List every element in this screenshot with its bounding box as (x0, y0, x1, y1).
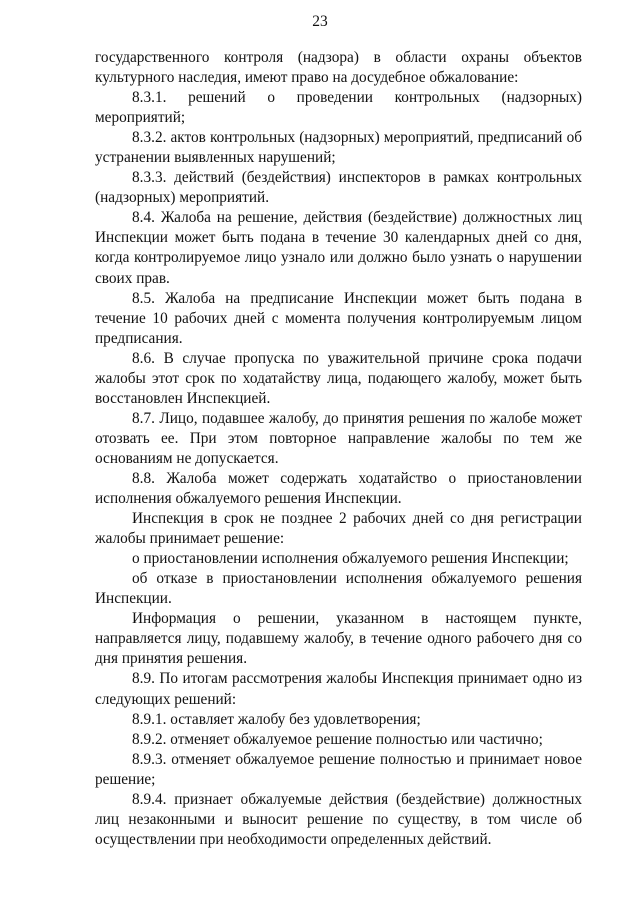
paragraph-8-9-4: 8.9.4. признает обжалуемые действия (бездействие) должностных лиц незаконными и выносит решение по существу, в том числе об осуществлении при необходимости определенных действий. (95, 790, 582, 848)
paragraph-suspension-refusal: об отказе в приостановлении исполнения обжалуемого решения Инспекции. (95, 570, 582, 608)
paragraph-suspension: о приостановлении исполнения обжалуемого решения Инспекции; (132, 550, 569, 568)
paragraph-8-7: 8.7. Лицо, подавшее жалобу, до принятия решения по жалобе может отозвать ее. При этом повторное направление жалобы по тем же основаниям не допускается. (95, 409, 582, 467)
paragraph-decision-information: Информация о решении, указанном в настоящем пункте, направляется лицу, подавшему жалобу, в течение одного рабочего дня со дня принятия решения. (95, 610, 582, 668)
paragraph-8-6: 8.6. В случае пропуска по уважительной причине срока подачи жалобы этот срок по ходатайству лица, подающего жалобу, может быть восстановлен Инспекцией. (95, 349, 582, 407)
paragraph-8-4: 8.4. Жалоба на решение, действия (бездействие) должностных лиц Инспекции может быть подана в течение 30 календарных дней со дня, когда контролируемое лицо узнало или должно было узнать о нарушении своих прав. (95, 209, 582, 287)
paragraph-8-9-1: 8.9.1. оставляет жалобу без удовлетворения; (132, 710, 421, 728)
paragraph-8-9-3: 8.9.3. отменяет обжалуемое решение полностью и принимает новое решение; (95, 750, 582, 788)
paragraph-8-9: 8.9. По итогам рассмотрения жалобы Инспекция принимает одно из следующих решений: (95, 670, 582, 708)
paragraph-8-3-3: 8.3.3. действий (бездействия) инспекторов в рамках контрольных (надзорных) мероприятий. (95, 169, 582, 207)
paragraph-8-3-2: 8.3.2. актов контрольных (надзорных) мероприятий, предписаний об устранении выявленных нарушений; (95, 129, 582, 167)
page-number: 23 (312, 13, 328, 30)
document-body (95, 48, 582, 850)
paragraph-8-9-2: 8.9.2. отменяет обжалуемое решение полностью или частично; (132, 730, 543, 748)
paragraph-8-5: 8.5. Жалоба на предписание Инспекции может быть подана в течение 10 рабочих дней с момента получения контролируемым лицом предписания. (95, 289, 582, 347)
paragraph-inspection-decision: Инспекция в срок не позднее 2 рабочих дней со дня регистрации жалобы принимает решение: (95, 510, 582, 548)
paragraph-8-3-1: 8.3.1. решений о проведении контрольных (надзорных) мероприятий; (95, 89, 582, 127)
paragraph-continuation: государственного контроля (надзора) в области охраны объектов культурного наследия, имеют право на досудебное обжалование: (95, 49, 582, 87)
paragraph-8-8: 8.8. Жалоба может содержать ходатайство о приостановлении исполнения обжалуемого решения Инспекции. (95, 469, 582, 508)
